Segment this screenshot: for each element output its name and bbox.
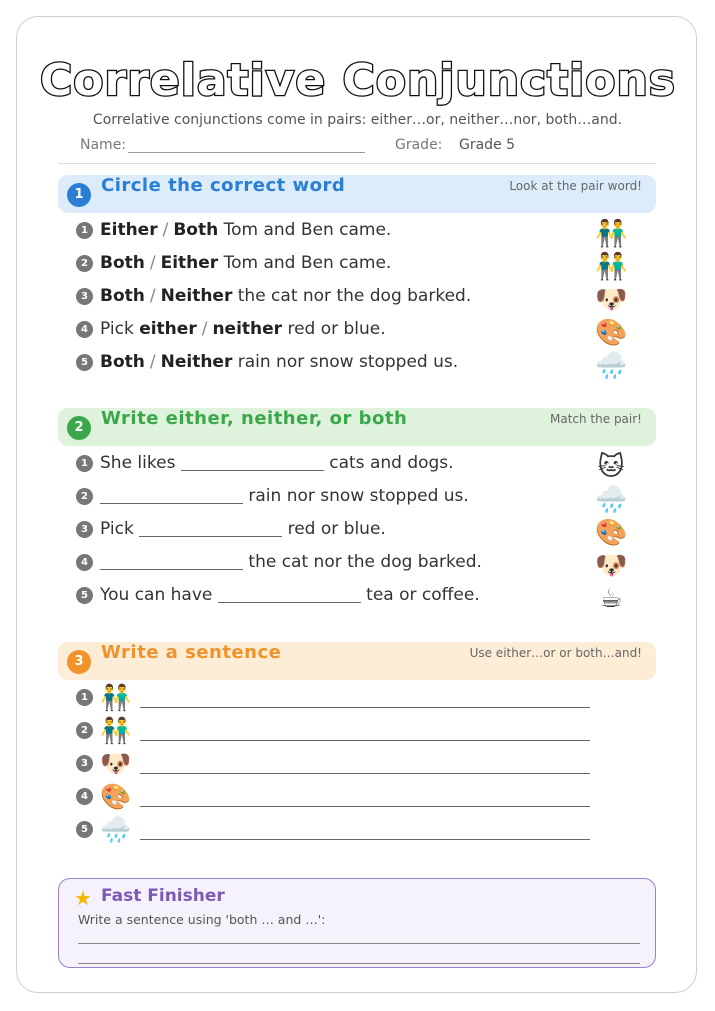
blank-field[interactable] (100, 553, 243, 570)
item-number: 1 (76, 689, 93, 706)
divider (58, 163, 656, 164)
sentence-rest: Tom and Ben came. (218, 253, 392, 273)
section-number: 2 (67, 416, 91, 440)
choice-divider: / (149, 286, 156, 306)
picture-icon: 🐶 (595, 551, 628, 581)
item-number: 3 (76, 521, 93, 538)
grade-value: Grade 5 (459, 137, 516, 153)
name-field[interactable] (128, 138, 365, 153)
blank-field[interactable] (139, 520, 282, 537)
sentence-row (76, 286, 471, 306)
sentence-prefix: Pick (100, 319, 140, 339)
fast-finisher-title: Fast Finisher (101, 886, 225, 906)
choice-option[interactable]: Neither (160, 352, 233, 372)
answer-line[interactable] (140, 773, 590, 774)
item-number: 5 (76, 354, 93, 371)
grade-label: Grade: (395, 137, 443, 153)
section-1-header (58, 175, 656, 213)
answer-line[interactable] (140, 740, 590, 741)
sentence-row (76, 220, 391, 240)
sentence-row (76, 352, 458, 372)
write-row (76, 748, 133, 780)
blank-field[interactable] (181, 454, 324, 471)
answer-line[interactable] (78, 943, 640, 944)
sentence-before: You can have (100, 585, 218, 605)
fill-blank-row (76, 486, 469, 506)
write-row (76, 715, 133, 747)
choice-divider: / (149, 352, 156, 372)
star-icon: ★ (74, 886, 92, 910)
item-number: 2 (76, 488, 93, 505)
subtitle: Correlative conjunctions come in pairs: either…or, neither…nor, both…and. (92, 112, 623, 128)
title-graphic (38, 40, 678, 115)
sentence-after: cats and dogs. (323, 453, 454, 473)
picture-icon: 🎨 (100, 782, 132, 811)
answer-line[interactable] (140, 707, 590, 708)
section-title: Write either, neither, or both (101, 408, 408, 429)
sentence-row (76, 253, 391, 273)
fast-finisher-box (58, 878, 656, 968)
fill-blank-row (76, 585, 480, 605)
item-number: 3 (76, 755, 93, 772)
section-hint: Match the pair! (550, 412, 642, 426)
section-number: 3 (67, 650, 91, 674)
answer-line[interactable] (78, 963, 640, 964)
choice-option[interactable]: Neither (160, 286, 233, 306)
picture-icon: 🌧️ (595, 351, 628, 381)
section-hint: Look at the pair word! (509, 179, 642, 193)
title-text: Correlative Conjunctions (39, 55, 676, 106)
fill-blank-row (76, 519, 386, 539)
section-number: 1 (67, 183, 91, 207)
choice-option[interactable]: Both (100, 352, 145, 372)
answer-line[interactable] (140, 806, 590, 807)
picture-icon: ☕ (599, 584, 623, 614)
item-number: 2 (76, 255, 93, 272)
name-label: Name: (80, 137, 127, 153)
sentence-before: She likes (100, 453, 181, 473)
sentence-row (76, 319, 386, 339)
item-number: 5 (76, 821, 93, 838)
write-row (76, 814, 133, 846)
sentence-rest: rain nor snow stopped us. (232, 352, 459, 372)
choice-option[interactable]: neither (212, 319, 283, 339)
page-title (0, 40, 715, 115)
item-number: 4 (76, 554, 93, 571)
section-2-header (58, 408, 656, 446)
choice-option[interactable]: Either (160, 253, 219, 273)
item-number: 4 (76, 321, 93, 338)
picture-icon: 🌧️ (595, 485, 628, 515)
write-row (76, 781, 133, 813)
item-number: 1 (76, 222, 93, 239)
fill-blank-row (76, 552, 482, 572)
picture-icon: 👬 (100, 716, 132, 745)
choice-option[interactable]: Both (100, 286, 145, 306)
choice-option[interactable]: Either (100, 220, 158, 240)
fast-finisher-prompt: Write a sentence using 'both … and …': (78, 912, 326, 927)
choice-divider: / (162, 220, 169, 240)
sentence-rest: the cat nor the dog barked. (232, 286, 472, 306)
picture-icon: 👬 (100, 683, 132, 712)
item-number: 5 (76, 587, 93, 604)
sentence-after: tea or coffee. (360, 585, 480, 605)
picture-icon: 👬 (595, 252, 628, 282)
section-title: Write a sentence (101, 642, 282, 663)
item-number: 4 (76, 788, 93, 805)
choice-divider: / (149, 253, 156, 273)
sentence-after: the cat nor the dog barked. (243, 552, 482, 572)
section-hint: Use either…or or both…and! (469, 646, 642, 660)
section-3-header (58, 642, 656, 680)
write-row (76, 682, 133, 714)
sentence-before: Pick (100, 519, 140, 539)
choice-divider: / (201, 319, 208, 339)
picture-icon: 🐱 (597, 452, 625, 482)
picture-icon: 🐶 (595, 285, 628, 315)
picture-icon: 🐶 (100, 749, 132, 778)
answer-line[interactable] (140, 839, 590, 840)
section-title: Circle the correct word (101, 175, 346, 196)
picture-icon: 🎨 (595, 518, 628, 548)
choice-option[interactable]: Both (173, 220, 219, 240)
choice-option[interactable]: Both (100, 253, 145, 273)
item-number: 2 (76, 722, 93, 739)
item-number: 1 (76, 455, 93, 472)
name-row (80, 137, 365, 153)
choice-option[interactable]: either (139, 319, 197, 339)
sentence-rest: Tom and Ben came. (218, 220, 392, 240)
blank-field[interactable] (100, 487, 243, 504)
sentence-after: rain nor snow stopped us. (243, 486, 469, 506)
picture-icon: 🌧️ (100, 815, 132, 844)
item-number: 3 (76, 288, 93, 305)
sentence-after: red or blue. (282, 519, 386, 539)
picture-icon: 👬 (595, 219, 628, 249)
sentence-rest: red or blue. (282, 319, 386, 339)
blank-field[interactable] (218, 586, 361, 603)
fill-blank-row (76, 453, 454, 473)
picture-icon: 🎨 (595, 318, 628, 348)
